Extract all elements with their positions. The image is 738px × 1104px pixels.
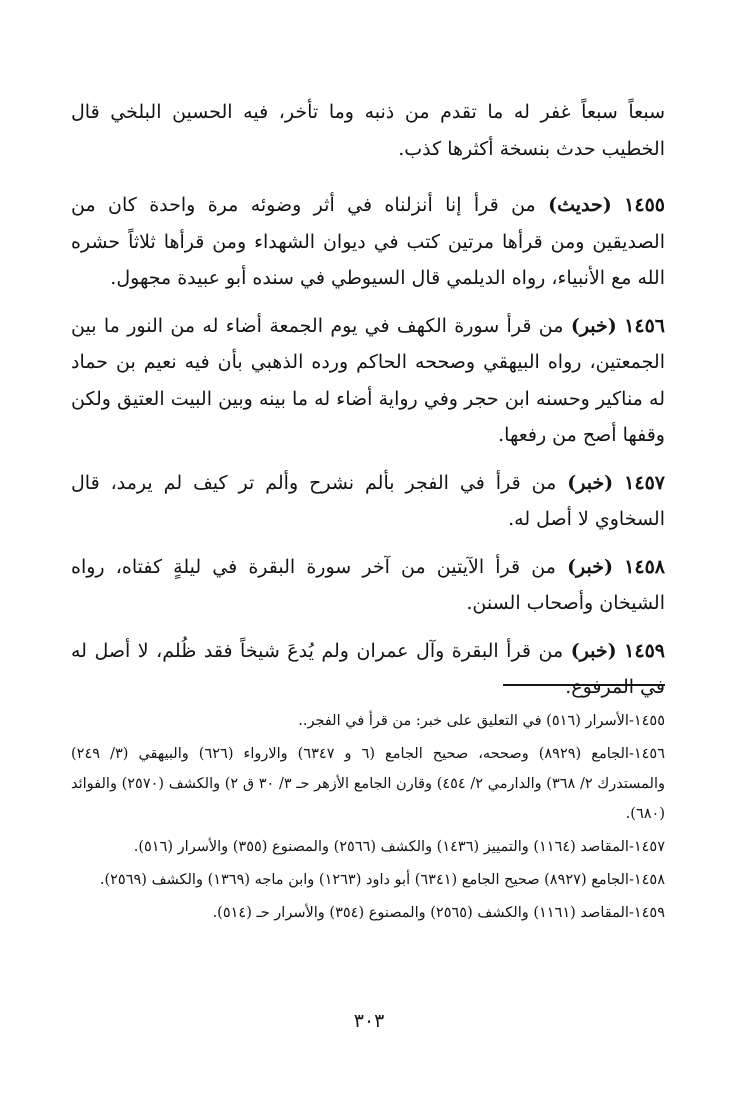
footnote-text: الجامع (٨٩٢٧) صحيح الجامع (٦٣٤١) أبو داود (١٢٦٣) وابن ماجه (١٣٦٩) والكشف (٢٥٦٩). [99, 872, 629, 888]
footnote-text: الجامع (٨٩٢٩) وصححه، صحيح الجامع (٦ و ٦٣٤٧) والارواء (٦٢٦) والبيهقي (٣/ ٢٤٩) والمستدرك ٢/ ٣٦٨) والدارمي ٢/ ٤٥٤) وقارن الجامع الأزهر حـ ٣/ ٣٠ ق ٢) والكشف (٢٥٧٠) والفوائد (٦٨٠). [71, 746, 666, 822]
footnote-1456 [71, 739, 665, 829]
footnotes [71, 706, 665, 931]
page-number: ٣٠٣ [353, 1010, 385, 1032]
entry-text: من قرأ الآيتين من آخر سورة البقرة في ليلةٍ كفتاه، رواه الشيخان وأصحاب السنن. [71, 555, 665, 614]
entry-tag: (خبر) [570, 639, 617, 662]
entry-1459 [71, 633, 665, 706]
footnote-1457 [71, 832, 665, 862]
footnote-number: ١٤٥٩- [628, 905, 665, 921]
entry-number: ١٤٥٧ [624, 471, 665, 494]
entry-text: من قرأ إنا أنزلناه في أثر وضوئه مرة واحدة كان من الصديقين ومن قرأها مرتين كتب في ديوان الشهداء ومن قرأها ثلاثاً حشره الله مع الأنبياء، رواه الديلمي قال السيوطي في سنده أبو عبيدة مجهول. [71, 194, 665, 289]
entry-number: ١٤٥٩ [624, 639, 665, 662]
footnote-text: المقاصد (١١٦١) والكشف (٢٥٦٥) والمصنوع (٣٥٤) والأسرار حـ (٥١٤). [212, 905, 629, 921]
entry-1457 [71, 465, 665, 538]
footnote-number: ١٤٥٧- [628, 839, 665, 855]
main-text [71, 94, 665, 717]
entry-tag: (خبر) [567, 555, 614, 578]
entry-tag: (خبر) [570, 314, 617, 337]
footnote-separator [503, 684, 665, 686]
footnote-1458 [71, 865, 665, 895]
entry-1458 [71, 549, 665, 622]
footnote-number: ١٤٥٥- [628, 713, 665, 729]
entry-number: ١٤٥٥ [624, 194, 665, 216]
entry-1456 [71, 308, 665, 454]
entry-tag: (حديث) [548, 194, 612, 216]
footnote-text: المقاصد (١١٦٤) والتمييز (١٤٣٦) والكشف (٢٥٦٦) والمصنوع (٣٥٥) والأسرار (٥١٦). [133, 839, 629, 855]
entry-number: ١٤٥٨ [624, 555, 665, 578]
entry-1455 [71, 187, 665, 297]
footnote-number: ١٤٥٦- [628, 746, 666, 762]
entry-text: من قرأ البقرة وآل عمران ولم يُدعَ شيخاً فقد ظُلم، لا أصل له في المرفوع. [71, 639, 665, 698]
footnote-number: ١٤٥٨- [628, 872, 665, 888]
entry-text: من قرأ في الفجر بألم نشرح وألم تر كيف لم يرمد، قال السخاوي لا أصل له. [71, 471, 665, 530]
footnote-text: الأسرار (٥١٦) في التعليق على خبر: من قرأ في الفجر.. [298, 713, 629, 729]
footnote-1459 [71, 898, 665, 928]
entry-text: من قرأ سورة الكهف في يوم الجمعة أضاء له من النور ما بين الجمعتين، رواه البيهقي وصححه الحاكم ورده الذهبي بأن فيه نعيم بن حماد له مناكير وحسنه ابن حجر وفي رواية أضاء له ما بينه وبين البيت العتيق ولكن وقفها أصح من رفعها. [71, 314, 665, 446]
intro-paragraph: سبعاً سبعاً غفر له ما تقدم من ذنبه وما تأخر، فيه الحسين البلخي قال الخطيب حدث بنسخة أكثرها كذب. [71, 101, 665, 160]
footnote-1455 [71, 706, 665, 736]
entry-tag: (خبر) [567, 471, 614, 494]
entry-number: ١٤٥٦ [624, 314, 665, 337]
